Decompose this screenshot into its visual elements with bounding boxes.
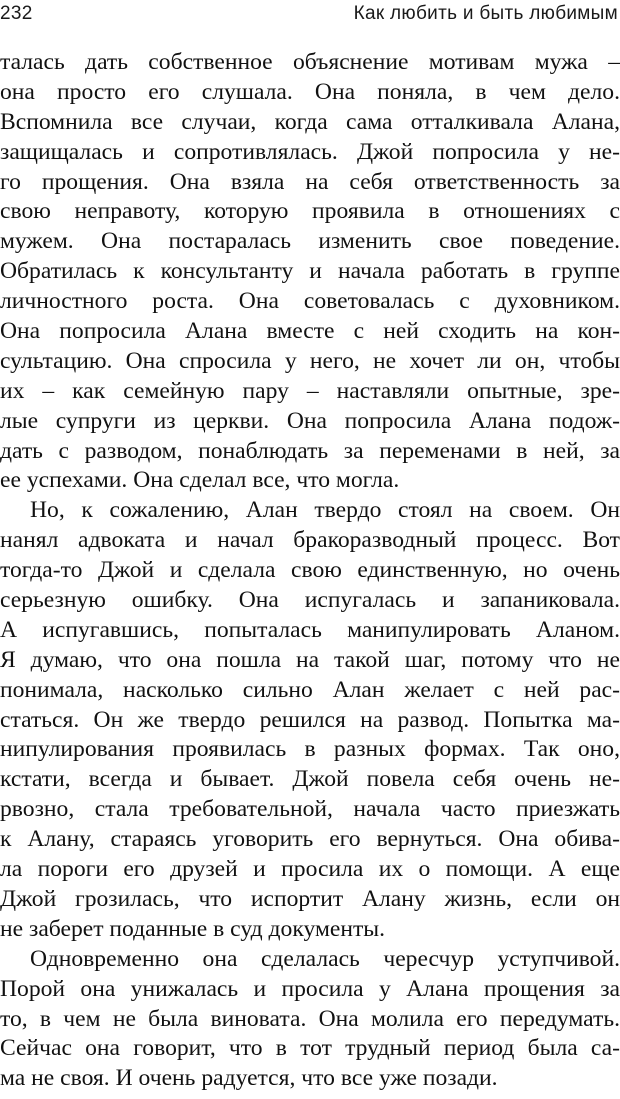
text-line: нипулирования проявилась в разных формах. Так оно, [0,736,620,763]
text-line: рвозно, стала требовательной, начала часто приезжать [0,796,620,823]
running-title: Как любить и быть любимым [353,3,618,24]
text-line: к Алану, стараясь уговорить его вернуться. Она обива- [0,826,620,853]
page-header [0,0,620,30]
paragraph [0,496,620,944]
text-line: талась дать собственное объяснение мотивам мужа – [0,49,620,75]
text-line: Обратилась к консультанту и начала работать в группе [0,258,620,285]
text-line: Порой она унижалась и просила у Алана прощения за [0,975,620,1002]
text-line: статься. Он же твердо решился на развод. Попытка ма- [0,706,620,733]
text-line: она просто его слушала. Она поняла, в чем дело. [0,78,620,105]
text-line: мужем. Она постаралась изменить свое поведение. [0,228,620,255]
text-line: сультацию. Она спросила у него, не хочет ли он, чтобы [0,347,620,374]
text-line: Сейчас она говорит, что в тот трудный период была са- [0,1035,620,1062]
text-line: свою неправоту, которую проявила в отношениях с [0,198,620,225]
paragraph [0,48,620,496]
text-line: защищалась и сопротивлялась. Джой попросила у не- [0,138,620,165]
body-text [0,48,620,1094]
text-line: дать с разводом, понаблюдать за переменами в ней, за [0,437,620,464]
text-line: то, в чем не была виновата. Она молила его передумать. [0,1005,620,1032]
text-line: Я думаю, что она пошла на такой шаг, потому что не [0,646,620,673]
paragraph [0,945,620,1094]
text-line: их – как семейную пару – наставляли опытные, зре- [0,377,620,404]
text-line: А испугавшись, попыталась манипулировать Аланом. [0,616,620,643]
text-line: Вспомнила все случаи, когда сама отталкивала Алана, [0,108,620,135]
text-line: понимала, насколько сильно Алан желает с ней рас- [0,676,620,703]
text-line: не заберет поданные в суд документы. [0,915,386,942]
text-line: ла пороги его друзей и просила их о помощи. А еще [0,856,620,883]
text-line: личностного роста. Она советовалась с духовником. [0,288,620,315]
text-line: Она попросила Алана вместе с ней сходить на кон- [0,318,620,345]
text-line: Одновременно она сделалась чересчур уступчивой. [30,945,620,972]
text-line: ма не своя. И очень радуется, что все уже позади. [0,1065,498,1092]
text-line: серьезную ошибку. Она испугалась и запаниковала. [0,587,620,614]
text-line: ее успехами. Она сделал все, что могла. [0,467,400,494]
text-line: лые супруги из церкви. Она попросила Алана подож- [0,407,620,434]
text-line: Но, к сожалению, Алан твердо стоял на своем. Он [30,497,620,524]
text-line: нанял адвоката и начал бракоразводный процесс. Вот [0,527,620,554]
text-line: Джой грозилась, что испортит Алану жизнь, если он [0,885,620,912]
text-line: го прощения. Она взяла на себя ответственность за [0,168,620,195]
page-number: 232 [0,3,33,24]
text-line: тогда-то Джой и сделала свою единственную, но очень [0,557,620,584]
text-line: кстати, всегда и бывает. Джой повела себя очень не- [0,766,620,793]
